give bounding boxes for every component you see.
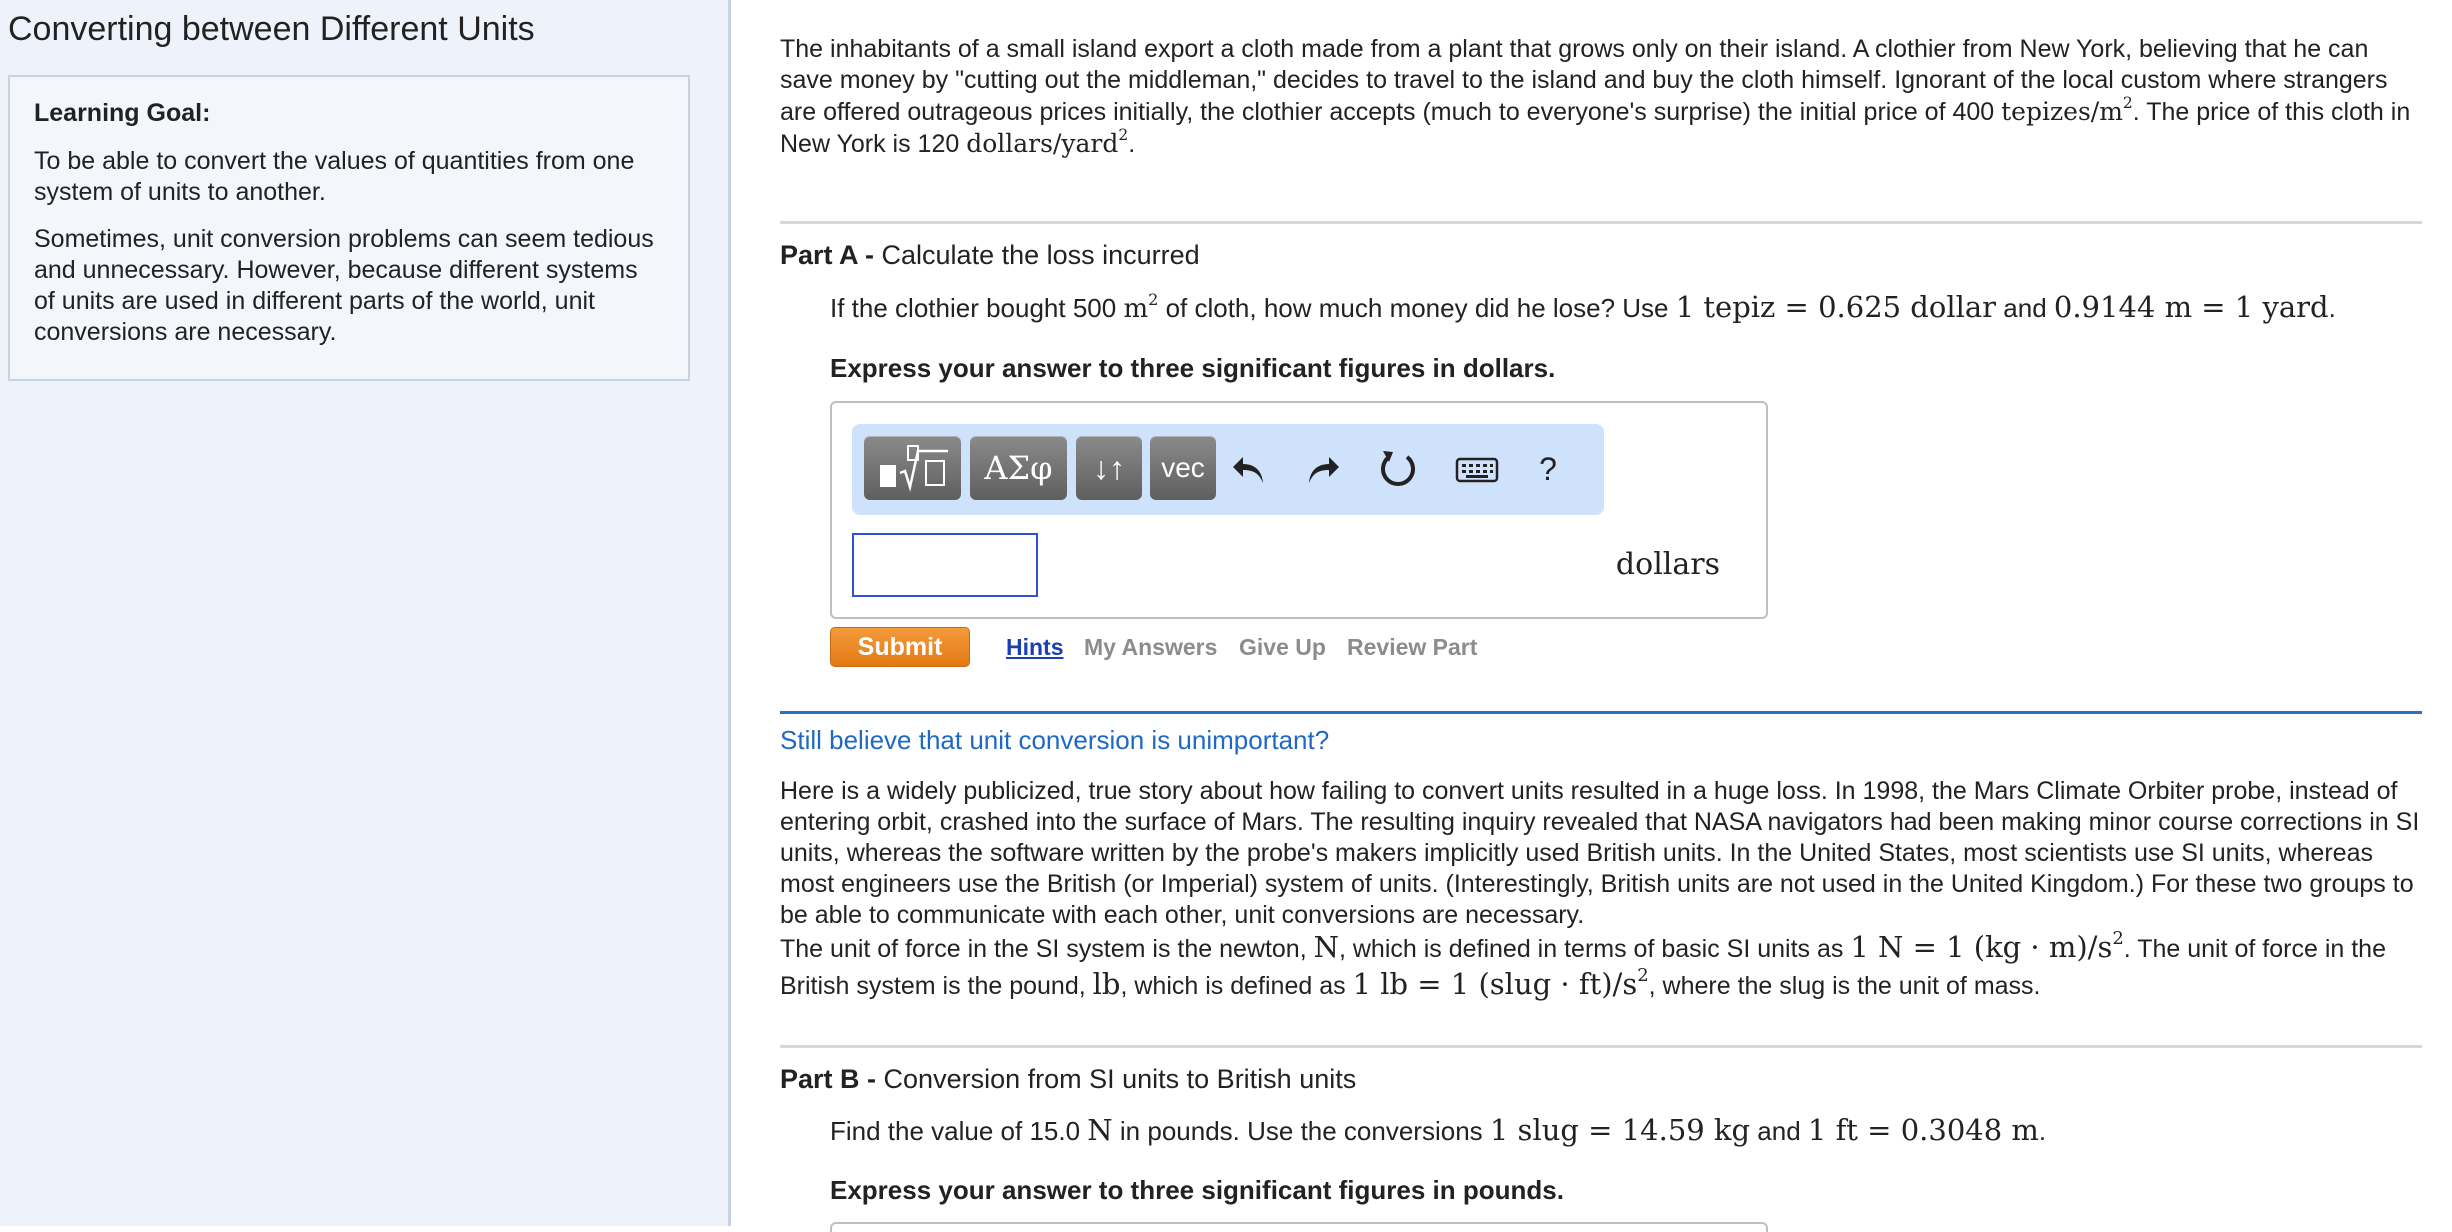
part-b-heading: Conversion from SI units to British units [883,1064,1357,1094]
intro-text: The inhabitants of a small island export a cloth made from a plant that grows only on their island. A clothier from New York, believing that he can save money by "cutting out the middleman," decides to travel to the island and buy the cloth himself. Ignorant of the local custom where strangers are offered outrageous prices initially, the clothier accepts (much to everyone's surprise) the initial price of 400 [780,35,2388,126]
templates-button[interactable] [864,436,961,500]
still-believe-title: Still believe that unit conversion is unimportant? [780,725,1330,755]
conversion-tepiz: 1 tepiz = 0.625 dollar [1675,290,1997,324]
intro-unit-tepizes: tepizes/$m^2$ [2001,94,2133,126]
divider [780,221,2422,224]
divider-b [780,1045,2422,1048]
redo-button[interactable] [1299,444,1347,494]
problem-content [780,0,2422,1226]
learning-goal-box [8,75,690,381]
subscript-superscript-button[interactable] [1076,436,1142,500]
learning-goal-text: To be able to convert the values of quantities from one system of units to another. [34,147,635,206]
square-root-template-icon [874,443,952,493]
my-answers-link[interactable]: My Answers [1084,634,1218,660]
mars-orbiter-story: Here is a widely publicized, true story about how failing to convert units resulted in a huge loss. In 1998, the Mars Climate Orbiter probe, instead of entering orbit, crashed into the surface of Mars. The resulting inquiry revealed that NASA navigators had been making minor course corrections in SI units, whereas the software written by the probe's makers implicitly used British units. In the United States, most scientists use SI units, whereas most engineers use the British (or Imperial) system of units. (Interestingly, British units are not used in the United Kingdom.) For these two groups to be able to communicate with each other, unit conversions are necessary. [780,777,2420,929]
problem-intro: The inhabitants of a small island export a cloth made from a plant that grows only on their island. A clothier from New York, believing that he can save money by "cutting out the middleman," decides to travel to the island and buy the cloth himself. Ignorant of the local custom where strangers are offered outrageous prices initially, the clothier accepts (much to everyone's surprise) the initial price of 400 tepizes/$m^2$. The price of this cloth in New York is 120 dollars/yard$^2$. [780,35,2411,158]
conversion-slug: 1 slug = 14.59 kg [1489,1113,1751,1147]
learning-goal-panel [0,0,731,1226]
keyboard-button[interactable] [1447,444,1507,494]
math-toolbar [852,424,1604,515]
redo-icon [1303,449,1343,489]
answer-unit-label: dollars [1615,547,1720,582]
vec-label: vec [1161,452,1205,483]
submit-button[interactable]: Submit [830,627,970,667]
part-b-title [780,1064,1356,1095]
undo-button[interactable] [1225,444,1273,494]
give-up-link[interactable]: Give Up [1239,634,1326,660]
reset-button[interactable] [1374,444,1422,494]
intro-text-2: . The price of this cloth in New York is 120 [780,98,2411,158]
part-a-title [780,240,1200,271]
greek-symbols-button[interactable] [970,436,1067,500]
undo-icon [1229,449,1269,489]
vector-button[interactable] [1150,436,1216,500]
part-a-instructions: Express your answer to three significant figures in dollars. [830,353,1556,383]
greek-label: ΑΣφ [984,449,1053,487]
learning-goal-description: Sometimes, unit conversion problems can seem tedious and unnecessary. However, because different systems of units are used in different parts of the world, unit conversions are necessary. [34,225,654,346]
answer-input[interactable] [852,533,1038,597]
page-title: Converting between Different Units [8,10,535,48]
help-label: ? [1539,450,1557,487]
part-a-label: Part A - [780,240,875,270]
review-part-link[interactable]: Review Part [1347,634,1478,660]
answer-entry-box [830,401,1768,619]
keyboard-icon [1455,454,1499,484]
conversion-yard: 0.9144 m = 1 yard [2053,290,2329,324]
part-a-question: If the clothier bought 500 $m^2$ of cloth, how much money did he lose? Use 1 tepiz = 0.625 dollar and 0.9144 m = 1 yard. [830,289,2336,324]
part-a-heading: Calculate the loss incurred [881,240,1200,270]
part-b-answer-box [830,1222,1768,1232]
learning-goal-heading: Learning Goal: [34,99,211,127]
force-units-paragraph: The unit of force in the SI system is the newton, N, which is defined in terms of basic SI units as 1 N = 1 $(kg \cdot m)/s^2$. The unit of force in the British system is the pound, lb, which is defined as 1 lb = 1 (slug · $ft)/s^2$, where the slug is the unit of mass. [780,927,2386,1001]
conversion-foot: 1 ft = 0.3048 m [1807,1113,2039,1147]
part-b-instructions: Express your answer to three significant figures in pounds. [830,1175,1564,1205]
hints-link[interactable]: Hints [1006,634,1064,660]
part-b-question: Find the value of 15.0 N in pounds. Use the conversions 1 slug = 14.59 kg and 1 ft = 0.3048 m. [830,1113,2047,1147]
intro-unit-dollars: dollars/yard$^2$ [966,126,1129,158]
part-b-label: Part B - [780,1064,877,1094]
section-divider [780,711,2422,714]
help-button[interactable] [1524,444,1572,494]
reset-icon [1377,448,1419,490]
arrows-label: ↓↑ [1093,449,1125,486]
